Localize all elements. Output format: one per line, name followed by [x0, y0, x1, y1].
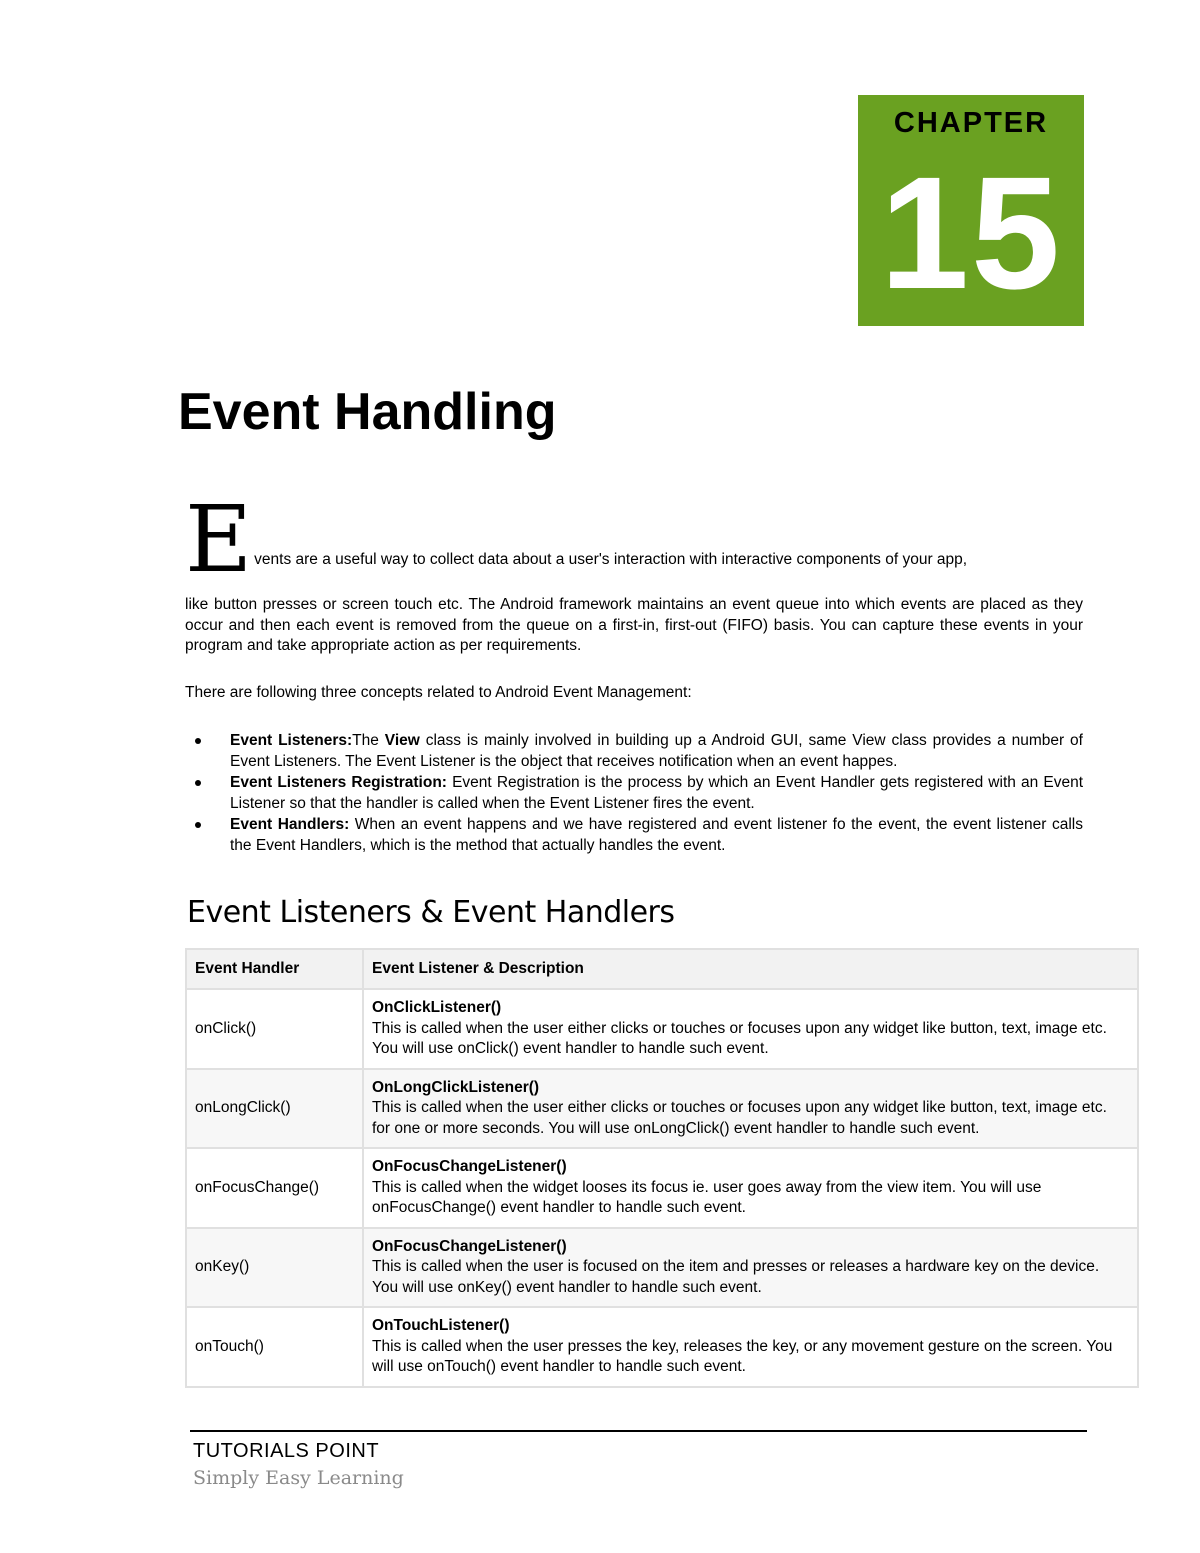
- bullet-icon: [195, 738, 201, 744]
- intro-body: like button presses or screen touch etc. The Android framework maintains an event queue into which events are placed as they occur and then each event is removed from the queue on a first-in, first-out (FIFO) basis. You can capture these events in your program and take appropriate action as per requirements.: [185, 596, 1083, 654]
- bullet-icon: [195, 822, 201, 828]
- page-title: Event Handling: [178, 383, 557, 441]
- concepts-list: [185, 730, 1083, 856]
- concept-text: Event Registration is the process by which an Event Handler gets registered with an Event Listener so that the handler is called when the Event Listener fires the event.: [230, 774, 1083, 812]
- listener-name: OnFocusChangeListener(): [372, 1158, 567, 1175]
- drop-cap: E: [185, 486, 253, 593]
- handler-cell: onKey(): [186, 1228, 363, 1308]
- footer-tagline: Simply Easy Learning: [193, 1467, 404, 1489]
- concept-prefix: The: [352, 732, 385, 749]
- concept-bold: View: [384, 732, 420, 749]
- chapter-label: CHAPTER: [893, 107, 1049, 139]
- listener-description: This is called when the user either clicks or touches or focuses upon any widget like button, text, image etc. for one or more seconds. You will use onLongClick() event handler to handle such event.: [372, 1099, 1107, 1137]
- list-item: [185, 772, 1083, 814]
- concept-text: When an event happens and we have registered and event listener fo the event, the event listener calls the Event Handlers, which is the method that actually handles the event.: [230, 816, 1083, 854]
- listener-name: OnClickListener(): [372, 999, 502, 1016]
- bullet-icon: [195, 780, 201, 786]
- table-row: [186, 1148, 1138, 1228]
- footer-brand: TUTORIALS POINT: [193, 1440, 380, 1462]
- table-row: [186, 1307, 1138, 1387]
- handler-cell: onLongClick(): [186, 1069, 363, 1149]
- table-row: [186, 989, 1138, 1069]
- table-header-row: [186, 949, 1138, 989]
- list-item: [185, 730, 1083, 772]
- events-table: [185, 948, 1139, 1388]
- listener-name: OnTouchListener(): [372, 1317, 510, 1334]
- concept-term: Event Listeners:: [230, 732, 353, 749]
- handler-cell: onTouch(): [186, 1307, 363, 1387]
- chapter-number: 15: [880, 143, 1062, 322]
- listener-description: This is called when the widget looses its focus ie. user goes away from the view item. You will use onFocusChange() event handler to handle such event.: [372, 1178, 1042, 1216]
- section-heading: Event Listeners & Event Handlers: [187, 895, 675, 930]
- listener-description: This is called when the user presses the key, releases the key, or any movement gesture on the screen. You will use onTouch() event handler to handle such event.: [372, 1337, 1113, 1375]
- intro-paragraph: [185, 486, 1083, 657]
- concept-text: class is mainly involved in building up a Android GUI, same View class provides a number of Event Listeners. The Event Listener is the object that receives notification when an event happes.: [230, 732, 1083, 770]
- list-item: [185, 814, 1083, 856]
- concept-term: Event Listeners Registration:: [230, 774, 447, 791]
- header-cell: Event Handler: [186, 949, 363, 989]
- handler-cell: onClick(): [186, 989, 363, 1069]
- table-row: [186, 1069, 1138, 1149]
- footer-divider: [190, 1430, 1087, 1432]
- listener-description: This is called when the user is focused on the item and presses or releases a hardware key on the device. You will use onKey() event handler to handle such event.: [372, 1258, 1100, 1296]
- header-cell: Event Listener & Description: [363, 949, 1138, 989]
- concept-term: Event Handlers:: [230, 816, 350, 833]
- listener-name: OnLongClickListener(): [372, 1078, 540, 1096]
- chapter-badge: [858, 95, 1084, 326]
- listener-cell: [363, 1228, 1138, 1308]
- listener-cell: [363, 1069, 1138, 1149]
- intro-first-line: vents are a useful way to collect data about a user's interaction with interactive components of your app,: [254, 551, 968, 568]
- table-row: [186, 1228, 1138, 1308]
- concepts-intro: There are following three concepts related to Android Event Management:: [185, 684, 692, 701]
- handler-cell: onFocusChange(): [186, 1148, 363, 1228]
- listener-name: OnFocusChangeListener(): [372, 1237, 567, 1255]
- listener-cell: [363, 1307, 1138, 1387]
- listener-cell: [363, 1148, 1138, 1228]
- listener-description: This is called when the user either clicks or touches or focuses upon any widget like button, text, image etc. You will use onClick() event handler to handle such event.: [372, 1019, 1107, 1057]
- listener-cell: [363, 989, 1138, 1069]
